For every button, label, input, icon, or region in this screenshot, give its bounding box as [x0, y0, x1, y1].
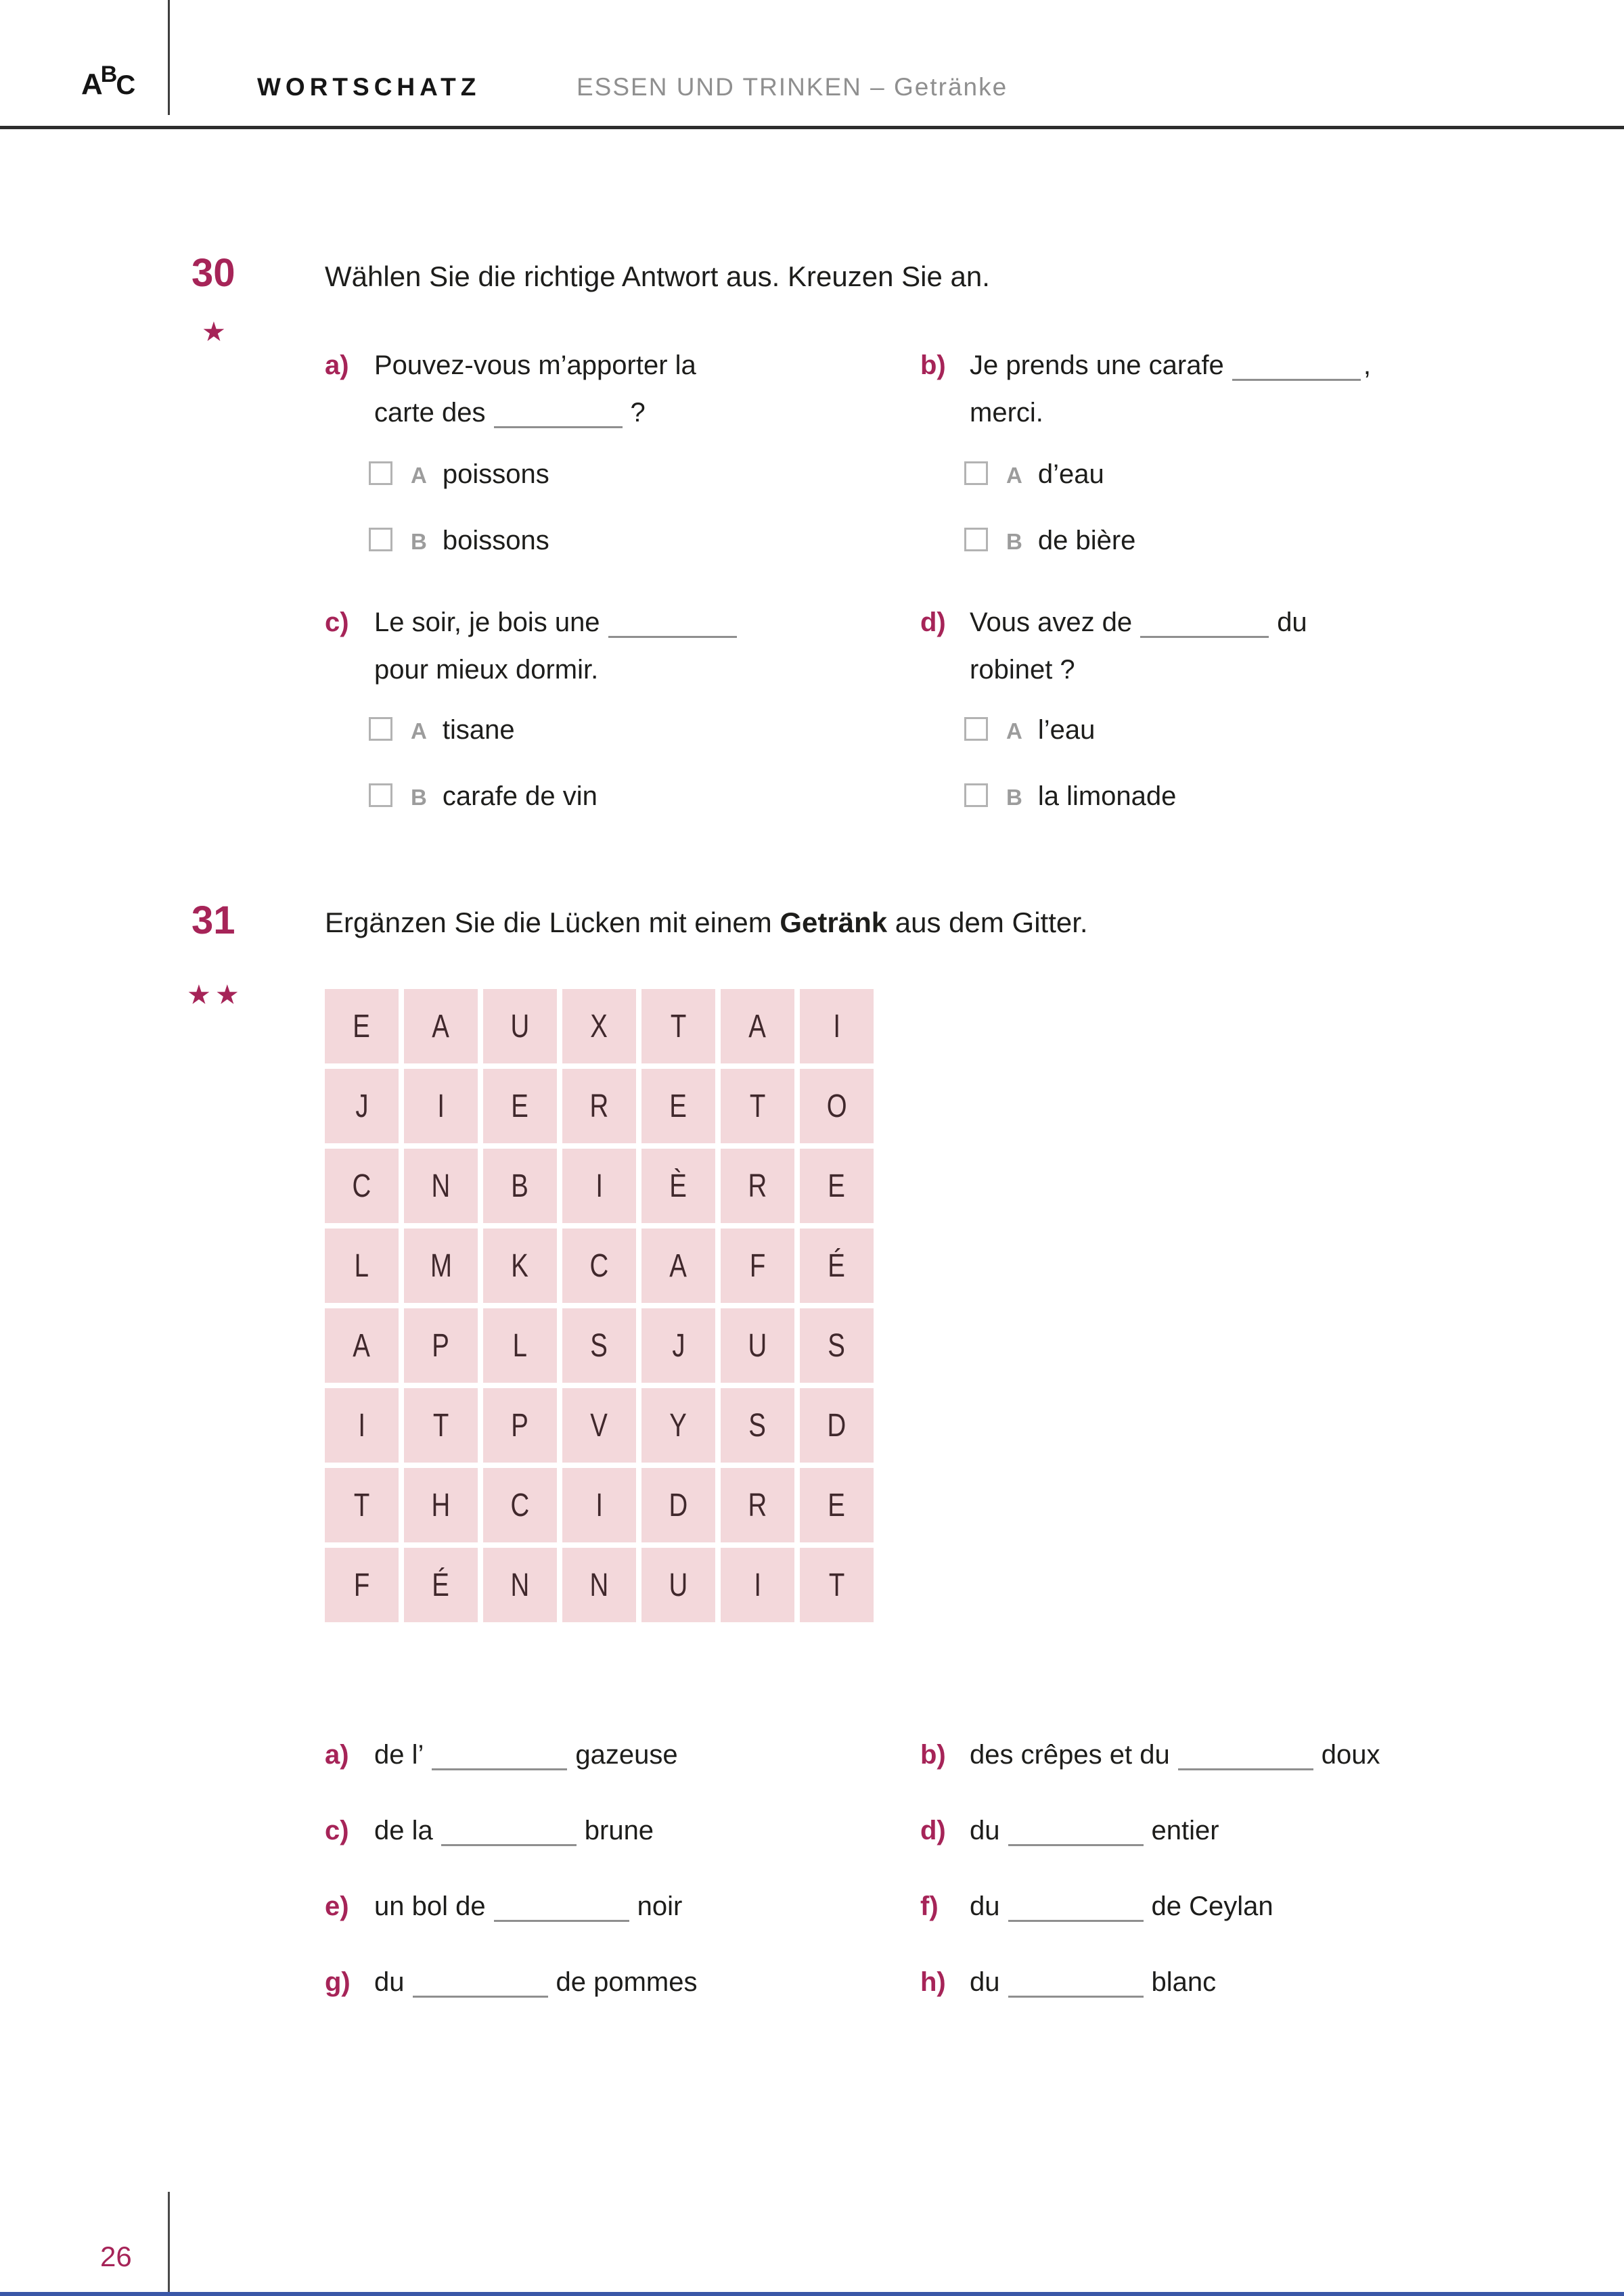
item-text: brune [584, 1816, 654, 1845]
question-label: b) [920, 350, 946, 380]
grid-cell: D [800, 1388, 874, 1463]
grid-cell: H [404, 1468, 478, 1542]
fill-in-blank[interactable] [494, 1891, 629, 1922]
grid-cell: È [641, 1149, 715, 1223]
item-label: h) [920, 1967, 946, 1997]
fill-in-blank[interactable] [494, 398, 623, 428]
grid-cell: U [641, 1548, 715, 1622]
grid-cell: E [325, 989, 399, 1063]
fill-in-blank[interactable] [1232, 350, 1361, 381]
fill-in-blank[interactable] [1008, 1816, 1144, 1846]
answer-option [964, 526, 1135, 556]
grid-cell: U [721, 1308, 794, 1383]
logo-letter-a: A [81, 68, 103, 101]
question-text: du [1277, 607, 1307, 637]
question-label: c) [325, 607, 349, 637]
question-text: robinet ? [970, 655, 1075, 685]
option-text: la limonade [1037, 781, 1177, 811]
question-b [920, 342, 1371, 436]
question-label: d) [920, 607, 946, 637]
fill-in-blank[interactable] [441, 1816, 577, 1846]
grid-cell: A [721, 989, 794, 1063]
grid-cell: I [404, 1069, 478, 1143]
exercise-30-number: 30 [191, 251, 235, 295]
grid-cell: T [641, 989, 715, 1063]
fill-item-a [325, 1740, 678, 1770]
question-label: a) [325, 350, 349, 380]
grid-cell: É [800, 1229, 874, 1303]
abc-logo [81, 62, 136, 101]
answer-option [964, 459, 1104, 490]
option-text: d’eau [1037, 459, 1104, 489]
option-text: tisane [442, 715, 515, 745]
grid-cell: F [721, 1229, 794, 1303]
fill-in-blank[interactable] [1008, 1967, 1144, 1998]
grid-cell: V [562, 1388, 636, 1463]
grid-cell: I [800, 989, 874, 1063]
item-label: g) [325, 1967, 351, 1997]
question-text: carte des [374, 398, 486, 428]
option-key: A [1006, 718, 1022, 743]
grid-cell: N [404, 1149, 478, 1223]
item-label: e) [325, 1891, 349, 1921]
option-key: A [411, 718, 427, 743]
option-key: B [1006, 785, 1022, 810]
item-label: a) [325, 1740, 349, 1770]
grid-cell: T [325, 1468, 399, 1542]
fill-in-blank[interactable] [432, 1740, 567, 1770]
exercise-31-difficulty-stars: ★★ [187, 980, 244, 1011]
fill-in-blank[interactable] [608, 607, 737, 638]
grid-cell: E [641, 1069, 715, 1143]
answer-option [369, 526, 549, 556]
option-key: A [411, 463, 427, 488]
grid-cell: E [800, 1468, 874, 1542]
item-text: un bol de [374, 1891, 486, 1921]
grid-cell: A [325, 1308, 399, 1383]
answer-option [964, 781, 1176, 812]
exercise-30-difficulty-stars: ★ [202, 317, 230, 348]
answer-option [964, 715, 1095, 745]
answer-checkbox[interactable] [369, 717, 392, 741]
exercise-30-instruction: Wählen Sie die richtige Antwort aus. Kreuzen Sie an. [325, 260, 990, 292]
grid-cell: P [404, 1308, 478, 1383]
answer-option [369, 459, 549, 490]
item-text: de l’ [374, 1740, 424, 1770]
grid-cell: R [562, 1069, 636, 1143]
question-text: Vous avez de [970, 607, 1133, 637]
grid-cell: C [562, 1229, 636, 1303]
grid-cell: I [721, 1548, 794, 1622]
section-title: WORTSCHATZ [257, 73, 481, 101]
question-text: merci. [970, 398, 1043, 428]
option-text: carafe de vin [442, 781, 597, 811]
option-text: l’eau [1037, 715, 1096, 745]
fill-item-f [920, 1891, 1273, 1922]
option-text: boissons [442, 526, 549, 555]
grid-cell: I [325, 1388, 399, 1463]
answer-checkbox[interactable] [369, 461, 392, 485]
answer-checkbox[interactable] [369, 783, 392, 807]
footer-divider [168, 2192, 170, 2296]
option-key: B [411, 529, 427, 554]
grid-cell: T [800, 1548, 874, 1622]
grid-cell: N [483, 1548, 557, 1622]
grid-cell: T [404, 1388, 478, 1463]
letter-grid [325, 989, 874, 1622]
item-text: doux [1321, 1740, 1380, 1770]
grid-cell: D [641, 1468, 715, 1542]
grid-cell: T [721, 1069, 794, 1143]
logo-letter-c: C [116, 70, 136, 100]
fill-in-blank[interactable] [1140, 607, 1269, 638]
fill-item-c [325, 1816, 654, 1846]
grid-cell: I [562, 1468, 636, 1542]
question-text: Je prends une carafe [970, 350, 1224, 380]
item-label: d) [920, 1816, 946, 1845]
grid-cell: A [641, 1229, 715, 1303]
grid-cell: E [483, 1069, 557, 1143]
header-rule [0, 126, 1624, 129]
grid-cell: E [800, 1149, 874, 1223]
item-label: c) [325, 1816, 349, 1845]
grid-cell: A [404, 989, 478, 1063]
question-text: pour mieux dormir. [374, 655, 599, 685]
fill-in-blank[interactable] [1008, 1891, 1144, 1922]
grid-cell: Y [641, 1388, 715, 1463]
fill-in-blank[interactable] [1178, 1740, 1313, 1770]
grid-cell: S [721, 1388, 794, 1463]
answer-option [369, 715, 515, 745]
fill-in-blank[interactable] [413, 1967, 548, 1998]
grid-cell: L [483, 1308, 557, 1383]
item-text: de Ceylan [1151, 1891, 1273, 1921]
option-key: B [1006, 529, 1022, 554]
grid-cell: N [562, 1548, 636, 1622]
option-key: A [1006, 463, 1022, 488]
fill-item-h [920, 1967, 1216, 1998]
answer-option [369, 781, 597, 812]
question-a [325, 342, 696, 436]
grid-cell: É [404, 1548, 478, 1622]
question-text: Pouvez-vous m’apporter la [374, 350, 696, 380]
item-label: f) [920, 1891, 939, 1921]
grid-cell: J [641, 1308, 715, 1383]
question-d [920, 599, 1307, 693]
option-key: B [411, 785, 427, 810]
item-text: du [374, 1967, 405, 1997]
grid-cell: M [404, 1229, 478, 1303]
answer-checkbox[interactable] [964, 717, 988, 741]
item-text: de pommes [556, 1967, 698, 1997]
grid-cell: F [325, 1548, 399, 1622]
question-text: , [1363, 350, 1371, 380]
option-text: de bière [1037, 526, 1136, 555]
question-c [325, 599, 745, 693]
page-number: 26 [100, 2241, 132, 2272]
item-text: des crêpes et du [970, 1740, 1170, 1770]
item-text: entier [1151, 1816, 1219, 1845]
exercise-31-number: 31 [191, 898, 235, 942]
item-text: du [970, 1891, 1000, 1921]
item-text: du [970, 1816, 1000, 1845]
grid-cell: C [325, 1149, 399, 1223]
answer-checkbox[interactable] [369, 528, 392, 551]
topic-title: ESSEN UND TRINKEN – Getränke [577, 73, 1008, 101]
bottom-rule [0, 2292, 1624, 2296]
grid-cell: S [800, 1308, 874, 1383]
answer-checkbox[interactable] [964, 528, 988, 551]
grid-cell: L [325, 1229, 399, 1303]
logo-letter-b: B [100, 62, 118, 87]
option-text: poissons [442, 459, 549, 489]
header-divider [168, 0, 170, 115]
question-text: Le soir, je bois une [374, 607, 600, 637]
item-text: de la [374, 1816, 433, 1845]
item-text: gazeuse [575, 1740, 678, 1770]
grid-cell: R [721, 1149, 794, 1223]
grid-cell: O [800, 1069, 874, 1143]
grid-cell: U [483, 989, 557, 1063]
answer-checkbox[interactable] [964, 461, 988, 485]
grid-cell: C [483, 1468, 557, 1542]
fill-item-e [325, 1891, 682, 1922]
item-label: b) [920, 1740, 946, 1770]
answer-checkbox[interactable] [964, 783, 988, 807]
fill-item-g [325, 1967, 697, 1998]
item-text: du [970, 1967, 1000, 1997]
question-text: ? [630, 398, 646, 428]
grid-cell: X [562, 989, 636, 1063]
grid-cell: B [483, 1149, 557, 1223]
grid-cell: K [483, 1229, 557, 1303]
item-text: noir [637, 1891, 683, 1921]
grid-cell: J [325, 1069, 399, 1143]
exercise-31-instruction: Ergänzen Sie die Lücken mit einem Getränk aus dem Gitter. [325, 906, 1088, 938]
grid-cell: P [483, 1388, 557, 1463]
grid-cell: I [562, 1149, 636, 1223]
grid-cell: R [721, 1468, 794, 1542]
fill-item-d [920, 1816, 1219, 1846]
item-text: blanc [1151, 1967, 1217, 1997]
grid-cell: S [562, 1308, 636, 1383]
fill-item-b [920, 1740, 1380, 1770]
